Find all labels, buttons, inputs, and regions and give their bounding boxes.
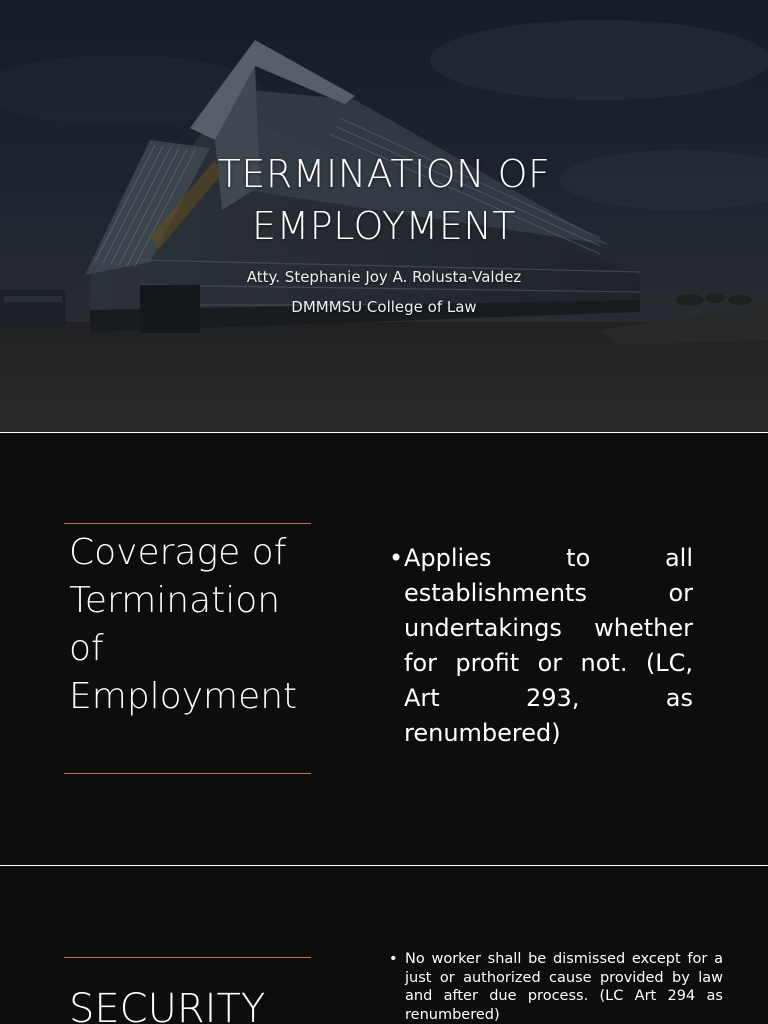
security-slide [0,866,768,1024]
coverage-slide [0,433,768,865]
title-block [0,148,768,322]
slide-title-line-2: EMPLOYMENT [251,204,516,248]
slide-heading [69,529,297,721]
institution-name: DMMMSU College of Law [291,298,477,316]
heading-line: Employment [69,676,298,717]
slide-title-line-1: TERMINATION OF [217,152,551,196]
bullet-icon: • [389,951,398,967]
list-item [389,950,723,1024]
bullet-icon: • [389,544,404,572]
accent-line-top [64,523,311,524]
accent-line-bottom [64,773,311,774]
bullet-list [389,541,693,751]
title-slide [0,0,768,432]
heading-line: Termination [69,580,281,621]
list-item [389,541,693,751]
bullet-text: No worker shall be dismissed except for a just or authorized cause provided by law and after due process. (LC Art 294 as renumbered) [405,951,723,1023]
bullet-list [389,950,723,1024]
bullet-text: Applies to all establishments or undertakings whether for profit or not. (LC, Art 293, as renumbered) [404,544,693,747]
slide-heading: SECURITY [69,986,266,1024]
heading-line: of [69,628,104,669]
accent-line-top [64,957,311,958]
heading-line: Coverage of [69,532,287,573]
author-name: Atty. Stephanie Joy A. Rolusta-Valdez [246,268,522,286]
